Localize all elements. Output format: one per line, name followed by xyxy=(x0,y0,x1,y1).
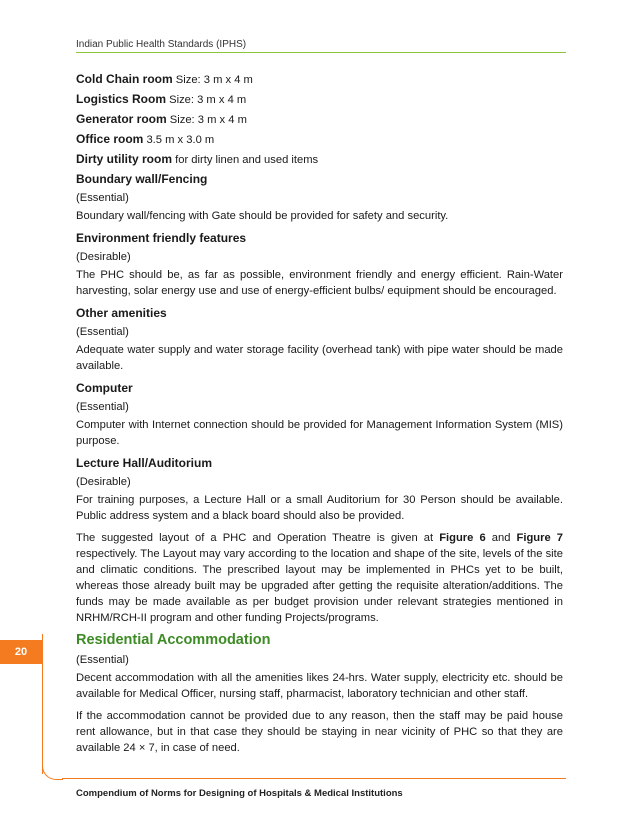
section-text-amenities: Adequate water supply and water storage facility (overhead tank) with pipe water should be made available. xyxy=(76,344,563,372)
page-body xyxy=(76,71,563,762)
section-heading-lecture: Lecture Hall/Auditorium xyxy=(76,456,213,470)
running-header: Indian Public Health Standards (IPHS) xyxy=(76,39,247,50)
running-footer: Compendium of Norms for Designing of Hospitals & Medical Institutions xyxy=(76,788,403,799)
room-spec-dirty-utility xyxy=(76,151,563,168)
room-spec-cold-chain xyxy=(76,71,563,88)
section-heading-computer: Computer xyxy=(76,381,133,395)
layout-paragraph xyxy=(76,530,563,626)
room-name: Office room xyxy=(76,132,144,146)
room-spec-logistics xyxy=(76,91,563,108)
room-name: Cold Chain room xyxy=(76,72,173,86)
requirement-tag: (Essential) xyxy=(76,654,129,666)
requirement-tag: (Desirable) xyxy=(76,251,131,263)
margin-line xyxy=(42,634,43,774)
residential-text-1: Decent accommodation with all the amenities likes 24-hrs. Water supply, electricity etc. should be available for Medical Officer, nursing staff, pharmacist, laboratory technician and other staff. xyxy=(76,672,563,700)
requirement-tag: (Essential) xyxy=(76,326,129,338)
section-heading-boundary: Boundary wall/Fencing xyxy=(76,172,208,186)
room-detail: Size: 3 m x 4 m xyxy=(169,114,247,126)
section-heading-residential: Residential Accommodation xyxy=(76,632,271,648)
section-text-lecture: For training purposes, a Lecture Hall or a small Auditorium for 30 Person should be available. Public address system and a black board should also be provided. xyxy=(76,494,563,522)
section-text-boundary: Boundary wall/fencing with Gate should be provided for safety and security. xyxy=(76,210,449,222)
section-heading-environment: Environment friendly features xyxy=(76,231,247,245)
figure-7-reference: Figure 7 xyxy=(516,532,564,544)
room-name: Generator room xyxy=(76,112,167,126)
margin-corner xyxy=(42,762,63,780)
room-detail: for dirty linen and used items xyxy=(175,154,319,166)
room-name: Dirty utility room xyxy=(76,152,173,166)
layout-text: The suggested layout of a PHC and Operation Theatre is given at xyxy=(76,532,440,544)
header-rule xyxy=(76,52,566,53)
room-detail: Size: 3 m x 4 m xyxy=(175,74,253,86)
requirement-tag: (Essential) xyxy=(76,192,129,204)
section-text-environment: The PHC should be, as far as possible, environment friendly and energy efficient. Rain-Water harvesting, solar energy use and use of energy-efficient bulbs/ equipment should be encouraged. xyxy=(76,269,563,297)
room-spec-office xyxy=(76,131,563,148)
figure-6-reference: Figure 6 xyxy=(439,532,486,544)
footer-rule xyxy=(62,778,566,779)
page-number: 20 xyxy=(0,640,42,664)
section-heading-amenities: Other amenities xyxy=(76,306,167,320)
requirement-tag: (Desirable) xyxy=(76,476,131,488)
room-name: Logistics Room xyxy=(76,92,167,106)
requirement-tag: (Essential) xyxy=(76,401,129,413)
room-detail: 3.5 m x 3.0 m xyxy=(146,134,215,146)
layout-text: respectively. The Layout may vary according to the location and shape of the site, levels of the site and climatic conditions. The prescribed layout may be implemented in PHCs yet to be built, whereas those already built may be upgraded after getting the requisite alteration/additions. The funds may be made available as per budget provision under relevant strategies mentioned in NRHM/RCH-II program and other funding Projects/programs. xyxy=(76,548,563,624)
section-text-computer: Computer with Internet connection should be provided for Management Information System (MIS) purpose. xyxy=(76,419,563,447)
residential-text-2: If the accommodation cannot be provided due to any reason, then the staff may be paid house rent allowance, but in that case they should be staying in near vicinity of PHC so that they are available 24 × 7, in case of need. xyxy=(76,710,563,754)
room-spec-generator xyxy=(76,111,563,128)
layout-text: and xyxy=(485,532,517,544)
room-detail: Size: 3 m x 4 m xyxy=(169,94,247,106)
